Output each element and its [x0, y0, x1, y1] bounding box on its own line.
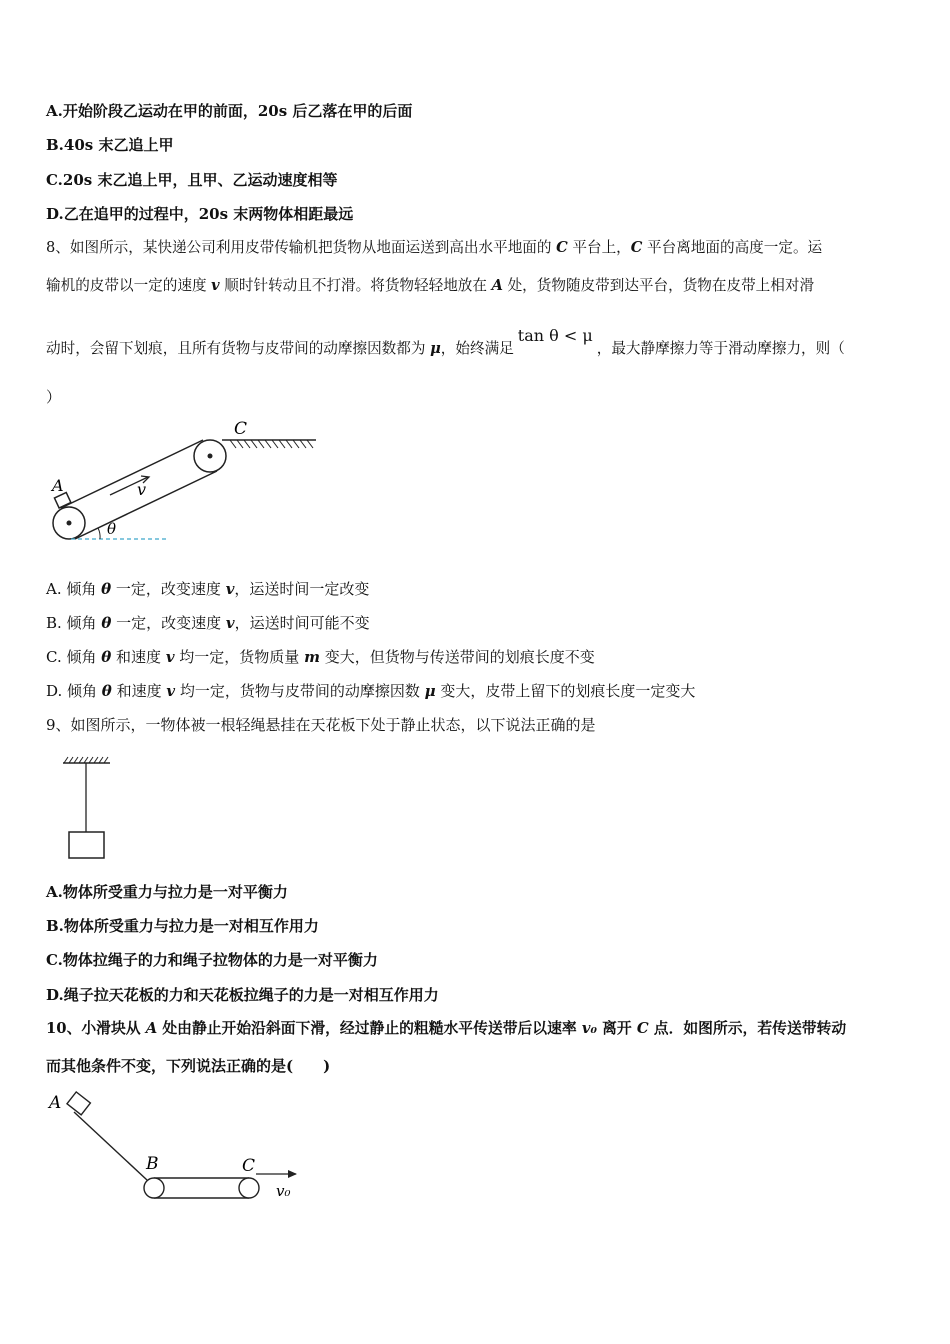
slider-block-a	[67, 1092, 90, 1115]
q9-option-a: A.物体所受重力与拉力是一对平衡力	[46, 883, 288, 901]
q9-option-b: B.物体所受重力与拉力是一对相互作用力	[46, 917, 319, 935]
q9-hanging-figure	[58, 755, 118, 865]
label-b: B	[146, 1154, 159, 1174]
label-a: A	[52, 476, 64, 495]
q8-formula: tan θ < μ	[517, 326, 593, 345]
q8-stem-line-1: 8、如图所示，某快递公司利用皮带传输机把货物从地面运送到高出水平地面的 C 平台上，C 平台离地面的高度一定。运	[46, 239, 823, 256]
q7-option-d: D.乙在追甲的过程中，20s 末两物体相距最远	[46, 205, 354, 223]
pulley-b	[144, 1178, 164, 1198]
q8-option-b: B. 倾角 θ 一定，改变速度 v，运送时间可能不变	[46, 614, 370, 632]
q8-stem-line-4: ）	[46, 388, 62, 406]
q9-stem: 9、如图所示，一物体被一根轻绳悬挂在天花板下处于静止状态，以下说法正确的是	[46, 716, 596, 734]
label-a: A	[49, 1093, 62, 1113]
q10-slope-belt-figure	[44, 1088, 314, 1208]
ceiling-hatch	[64, 757, 108, 763]
q10-stem-line-1: 10、小滑块从 A 处由静止开始沿斜面下滑，经过静止的粗糙水平传送带后以速率 v₀ 离开 C 点．如图所示，若传送带转动	[46, 1020, 847, 1037]
q7-option-c: C.20s 末乙追上甲，且甲、乙运动速度相等	[46, 171, 338, 189]
q8-option-a: A. 倾角 θ 一定，改变速度 v，运送时间一定改变	[46, 580, 370, 598]
label-theta: θ	[107, 520, 117, 538]
label-c: C	[242, 1156, 256, 1176]
label-c: C	[234, 419, 248, 439]
q9-option-d: D.绳子拉天花板的力和天花板拉绳子的力是一对相互作用力	[46, 986, 439, 1004]
q10-stem-line-2: 而其他条件不变，下列说法正确的是( )	[46, 1057, 331, 1075]
q8-option-c: C. 倾角 θ 和速度 v 均一定，货物质量 m 变大，但货物与传送带间的划痕长度不变	[46, 648, 595, 666]
q7-option-a: A.开始阶段乙运动在甲的前面，20s 后乙落在甲的后面	[46, 102, 413, 120]
label-v: v	[137, 480, 147, 499]
pulley-c	[239, 1178, 259, 1198]
q8-option-d: D. 倾角 θ 和速度 v 均一定，货物与皮带间的动摩擦因数 μ 变大，皮带上留下的划痕长度一定变大	[46, 682, 696, 700]
platform-hatch	[230, 440, 313, 448]
incline	[74, 1112, 147, 1180]
q8-stem-line-2: 输机的皮带以一定的速度 v 顺时针转动且不打滑。将货物轻轻地放在 A 处，货物随皮带到达平台，货物在皮带上相对滑	[46, 277, 815, 294]
q7-option-b: B.40s 末乙追上甲	[46, 136, 174, 154]
q9-option-c: C.物体拉绳子的力和绳子拉物体的力是一对平衡力	[46, 951, 378, 969]
q8-conveyor-figure	[44, 415, 324, 550]
q8-stem-line-3: 动时，会留下划痕，且所有货物与皮带间的动摩擦因数都为 μ，始终满足tan θ < μ，最大静摩擦力等于滑动摩擦力，则（	[46, 326, 845, 357]
hanging-block	[69, 832, 104, 858]
label-v0: v₀	[276, 1182, 291, 1200]
